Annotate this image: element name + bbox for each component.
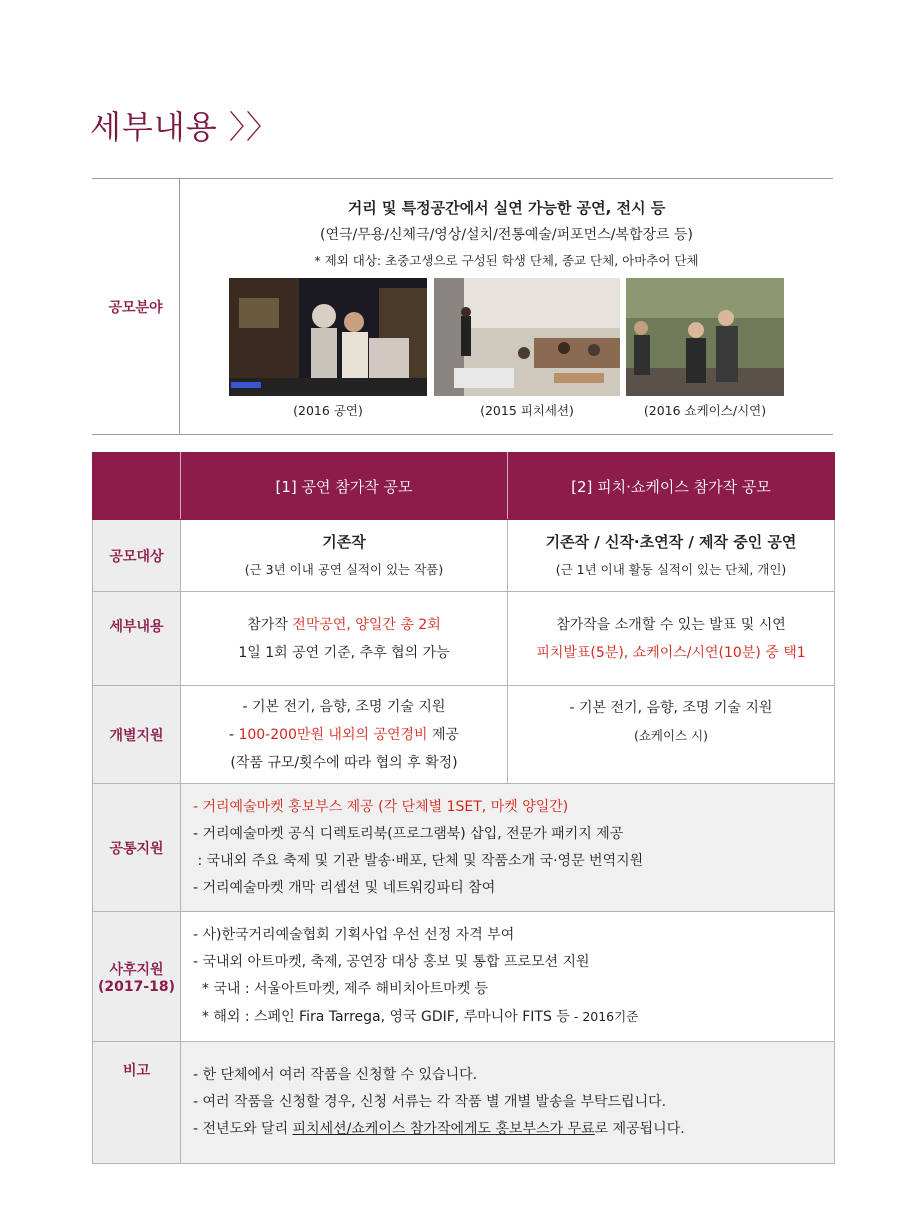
common-line3: : 국내외 주요 축제 및 기관 발송·배포, 단체 및 작품소개 국·영문 번역지원 xyxy=(193,852,644,869)
individual-col1-prefix: - xyxy=(228,726,239,743)
common-content xyxy=(181,784,835,912)
target-col2-sub: (근 1년 이내 활동 실적이 있는 단체, 개인) xyxy=(555,561,787,577)
row-individual xyxy=(93,686,835,784)
details-col1-line2: 1일 1회 공연 기준, 추후 협의 가능 xyxy=(238,644,450,661)
post-label: 사후지원 xyxy=(109,961,164,978)
target-col1-sub: (근 3년 이내 공연 실적이 있는 작품) xyxy=(244,561,444,577)
row-label-notes: 비고 xyxy=(93,1042,181,1164)
page-title: 세부내용 〉〉 xyxy=(90,108,279,146)
row-target xyxy=(93,520,835,592)
details-col1-prefix: 참가작 xyxy=(247,616,293,633)
details-col2 xyxy=(508,592,835,686)
field-section-label: 공모분야 xyxy=(92,179,180,434)
target-col2 xyxy=(508,520,835,592)
field-genres: (연극/무용/신체극/영상/설치/전통예술/퍼포먼스/복합장르 등) xyxy=(320,227,693,243)
details-col1 xyxy=(181,592,508,686)
table-header-row xyxy=(93,453,835,520)
individual-col1-highlight: 100-200만원 내외의 공연경비 xyxy=(238,726,428,743)
notes-line3-underlined: 피치세션/쇼케이스 참가작에게도 홍보부스가 무료 xyxy=(292,1121,595,1137)
notes-line3-prefix: - 전년도와 달리 xyxy=(193,1121,293,1137)
photo-2015-pitch-session xyxy=(434,278,620,396)
header-blank xyxy=(93,453,181,520)
field-section-body xyxy=(180,179,833,434)
details-col2-highlight: 피치발표(5분), 쇼케이스/시연(10분) 중 택1 xyxy=(536,644,806,661)
post-content xyxy=(181,912,835,1042)
individual-col1-line3: (작품 규모/횟수에 따라 협의 후 확정) xyxy=(230,754,458,771)
application-table xyxy=(92,452,835,1164)
row-label-details: 세부내용 xyxy=(93,592,181,686)
target-col1-main: 기존작 xyxy=(322,532,366,551)
target-col1 xyxy=(181,520,508,592)
notes-line2: - 여러 작품을 신청할 경우, 신청 서류는 각 작품 별 개별 발송을 부탁드립니다. xyxy=(193,1094,667,1110)
individual-col1-suffix: 제공 xyxy=(427,726,460,743)
target-col2-main: 기존작 / 신작·초연작 / 제작 중인 공연 xyxy=(545,532,797,551)
details-col1-line1 xyxy=(181,611,507,639)
post-line4-note: - 2016기준 xyxy=(569,1009,639,1024)
post-line4-text: * 해외 : 스페인 Fira Tarrega, 영국 GDIF, 루마니아 FITS 등 xyxy=(193,1009,570,1025)
common-line1: - 거리예술마켓 홍보부스 제공 (각 단체별 1SET, 마켓 양일간) xyxy=(193,798,569,815)
field-exclusions: * 제외 대상: 초중고생으로 구성된 학생 단체, 종교 단체, 아마추어 단체 xyxy=(314,253,699,268)
row-label-target: 공모대상 xyxy=(93,520,181,592)
notes-line3 xyxy=(193,1116,834,1143)
individual-col2 xyxy=(508,686,835,784)
notes-content xyxy=(181,1042,835,1164)
post-line2: - 국내외 아트마켓, 축제, 공연장 대상 홍보 및 통합 프로모션 지원 xyxy=(193,954,590,970)
row-label-post xyxy=(93,912,181,1042)
common-line4: - 거리예술마켓 개막 리셉션 및 네트워킹파티 참여 xyxy=(193,879,496,896)
photo-2016-showcase xyxy=(626,278,784,396)
row-post xyxy=(93,912,835,1042)
individual-col2-line2: (쇼케이스 시) xyxy=(633,728,709,743)
field-description: 거리 및 특정공간에서 실연 가능한 공연, 전시 등 xyxy=(347,199,666,217)
row-label-common: 공통지원 xyxy=(93,784,181,912)
notes-line1: - 한 단체에서 여러 작품을 신청할 수 있습니다. xyxy=(193,1067,478,1083)
post-label-years: (2017-18) xyxy=(97,978,176,995)
post-line3: * 국내 : 서울아트마켓, 제주 해비치아트마켓 등 xyxy=(193,981,489,997)
row-common xyxy=(93,784,835,912)
details-col1-highlight: 전막공연, 양일간 총 2회 xyxy=(292,616,441,633)
row-label-individual: 개별지원 xyxy=(93,686,181,784)
row-details xyxy=(93,592,835,686)
field-section xyxy=(92,178,833,435)
individual-col1 xyxy=(181,686,508,784)
header-pitch-showcase: [2] 피치·쇼케이스 참가작 공모 xyxy=(508,453,835,520)
row-notes xyxy=(93,1042,835,1164)
individual-col1-line1: - 기본 전기, 음향, 조명 기술 지원 xyxy=(242,698,446,715)
details-col2-line1: 참가작을 소개할 수 있는 발표 및 시연 xyxy=(556,616,786,633)
common-line2: - 거리예술마켓 공식 디렉토리북(프로그램북) 삽입, 전문가 패키지 제공 xyxy=(193,825,624,842)
post-line1: - 사)한국거리예술협회 기획사업 우선 선정 자격 부여 xyxy=(193,927,515,943)
photo-caption-3: (2016 쇼케이스/시연) xyxy=(643,403,767,418)
post-line4 xyxy=(193,1003,834,1031)
photo-2016-performance xyxy=(229,278,427,396)
individual-col2-line1: - 기본 전기, 음향, 조명 기술 지원 xyxy=(569,700,773,716)
individual-col1-line2 xyxy=(181,721,507,749)
notes-line3-suffix: 로 제공됩니다. xyxy=(594,1121,685,1137)
header-performance: [1] 공연 참가작 공모 xyxy=(181,453,508,520)
photo-caption-1: (2016 공연) xyxy=(293,403,363,418)
photo-caption-2: (2015 피치세션) xyxy=(480,403,574,418)
